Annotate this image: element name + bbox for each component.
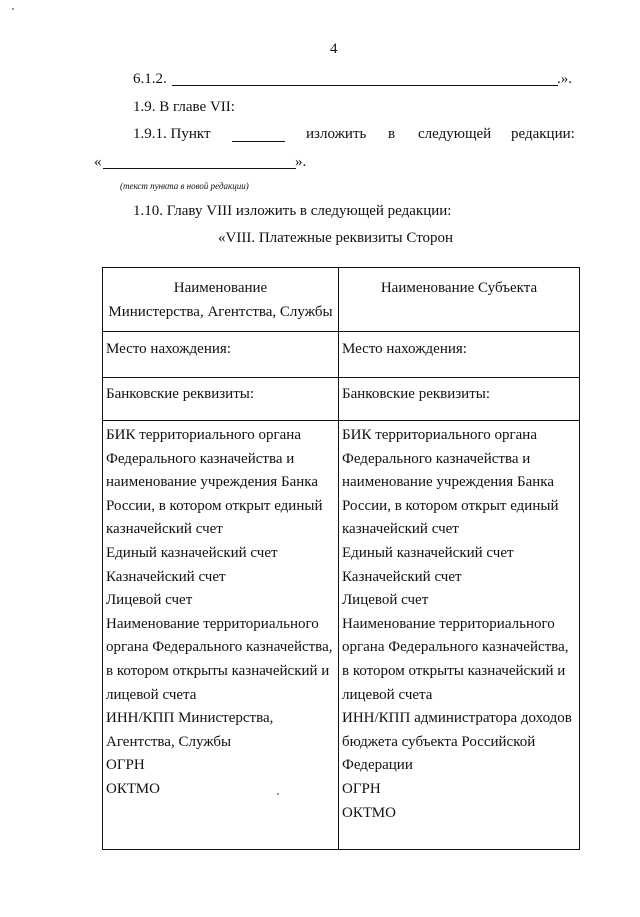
- blank-line-6-1-2: [172, 85, 558, 86]
- details-left-line: России, в котором открыт единый: [106, 497, 323, 514]
- hint-note: (текст пункта в новой редакции): [120, 181, 249, 191]
- blank-point-number: [232, 141, 285, 142]
- item-1-9-1-word-3: в: [388, 126, 396, 142]
- details-right-line: России, в котором открыт единый: [342, 497, 559, 514]
- details-right-cell: [339, 421, 580, 850]
- details-left-line: наименование учреждения Банка: [106, 474, 318, 491]
- details-left-line: казначейский счет: [106, 521, 223, 538]
- details-right-line: лицевой счета: [342, 686, 433, 703]
- table-header-row: [103, 268, 580, 332]
- location-left-cell: Место нахождения:: [103, 332, 339, 378]
- quote-open: «: [94, 154, 102, 170]
- details-left-line: Федерального казначейства и: [106, 450, 295, 467]
- details-left-line: БИК территориального органа: [106, 427, 301, 443]
- details-right-line: наименование учреждения Банка: [342, 474, 554, 491]
- table-row-location: [103, 332, 580, 378]
- details-right-line: казначейский счет: [342, 521, 459, 538]
- details-left-line: в котором открыты казначейский и: [106, 662, 330, 679]
- item-1-10: 1.10. Главу VIII изложить в следующей редакции:: [133, 203, 452, 219]
- requisites-table: [102, 267, 580, 850]
- details-left-line: органа Федерального казначейства,: [106, 639, 333, 656]
- details-left-line: Казначейский счет: [106, 568, 226, 585]
- details-right-line: ОГРН: [342, 780, 381, 797]
- details-right-line: Федерального казначейства и: [342, 450, 531, 467]
- details-right-line: в котором открыты казначейский и: [342, 662, 566, 679]
- item-1-9-1-word-1: 1.9.1. Пункт: [133, 126, 211, 142]
- details-right-line: Наименование территориального: [342, 615, 555, 632]
- header-left-cell: [103, 268, 339, 332]
- scan-speck: [277, 793, 279, 795]
- bank-left-cell: Банковские реквизиты:: [103, 378, 339, 421]
- header-left-line-2: Министерства, Агентства, Службы: [108, 304, 333, 320]
- header-right-cell: [339, 268, 580, 332]
- item-1-9-1-word-2: изложить: [306, 126, 367, 142]
- details-left-line: ОГРН: [106, 757, 145, 774]
- item-1-9-1-word-4: следующей: [418, 126, 492, 142]
- details-right-line: органа Федерального казначейства,: [342, 639, 569, 656]
- chapter-title: «VIII. Платежные реквизиты Сторон: [218, 230, 454, 246]
- details-left-line: Лицевой счет: [106, 592, 193, 609]
- item-6-1-2-end: .».: [557, 71, 572, 87]
- details-left-line: Агентства, Службы: [106, 733, 232, 750]
- table-row-bank: [103, 378, 580, 421]
- details-right-line: ИНН/КПП администратора доходов: [342, 710, 572, 727]
- details-right-line: бюджета субъекта Российской: [342, 733, 536, 750]
- details-left-line: ИНН/КПП Министерства,: [106, 710, 274, 727]
- details-left-line: Наименование территориального: [106, 615, 319, 632]
- location-right-cell: Место нахождения:: [339, 332, 580, 378]
- blank-line-new-text: [103, 168, 296, 169]
- details-left-cell: [103, 421, 339, 850]
- header-right-line-1: Наименование Субъекта: [380, 280, 538, 296]
- details-left-line: ОКТМО: [106, 780, 160, 797]
- table-row-details: [103, 421, 580, 850]
- item-1-9: 1.9. В главе VII:: [133, 99, 235, 115]
- header-left-line-1: Наименование: [173, 280, 268, 296]
- page-number: 4: [330, 41, 338, 57]
- details-right-line: Единый казначейский счет: [342, 544, 514, 561]
- bank-right-cell: Банковские реквизиты:: [339, 378, 580, 421]
- details-right-line: Казначейский счет: [342, 568, 462, 585]
- details-right-line: Федерации: [342, 757, 413, 774]
- details-right-line: ОКТМО: [342, 804, 396, 821]
- details-left-line: лицевой счета: [106, 686, 197, 703]
- item-6-1-2-label: 6.1.2.: [133, 71, 167, 87]
- details-right-line: БИК территориального органа: [342, 427, 537, 443]
- quote-close: ».: [295, 154, 307, 170]
- scan-speck: [12, 8, 14, 10]
- item-1-9-1-word-5: редакции:: [511, 126, 575, 142]
- details-left-line: Единый казначейский счет: [106, 544, 278, 561]
- details-right-line: Лицевой счет: [342, 592, 429, 609]
